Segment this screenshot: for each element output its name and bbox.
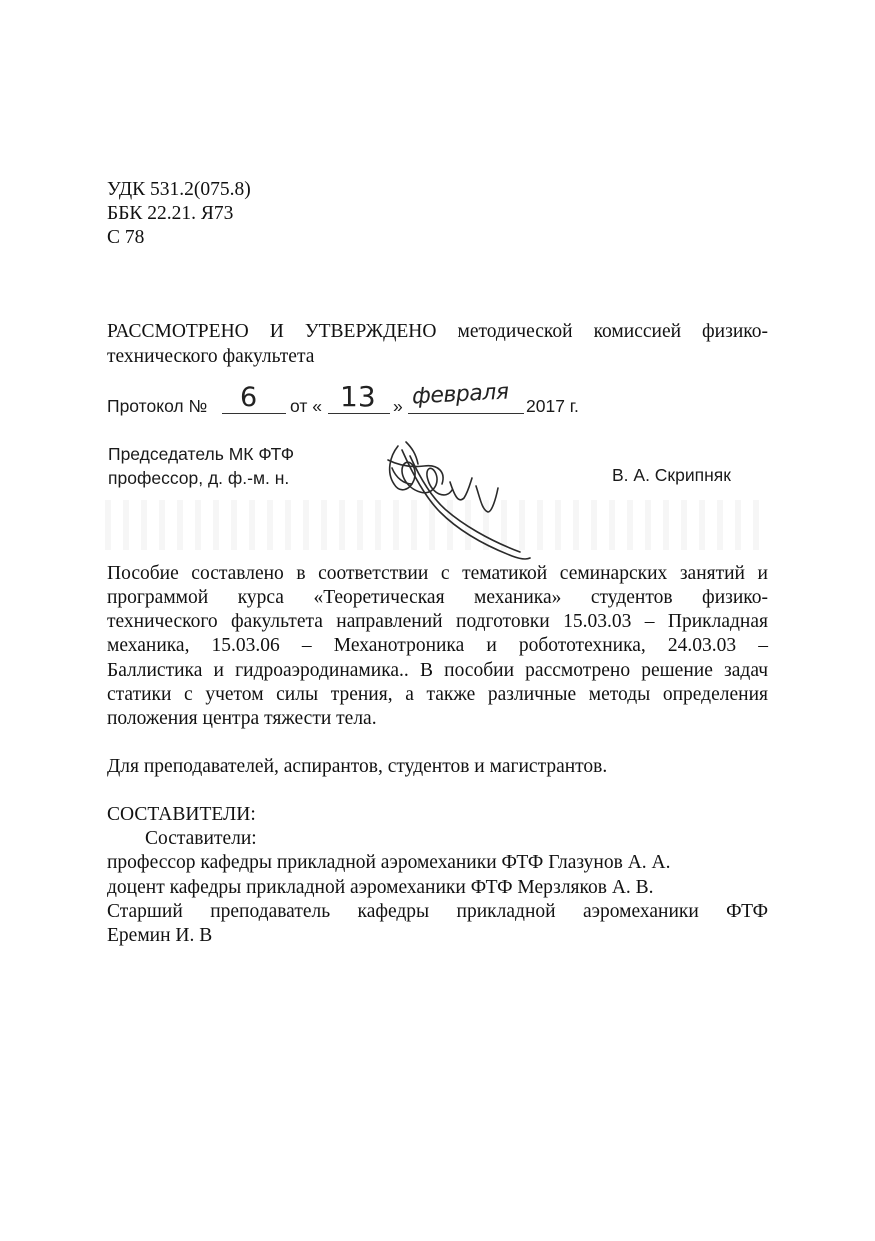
protocol-number: 6	[240, 382, 258, 413]
description-line-6: статики с учетом силы трения, а также различные методы определения	[107, 684, 768, 705]
author-line-2: доцент кафедры прикладной аэромеханики ФТФ Мерзляков А. В.	[107, 877, 654, 898]
signature-image	[380, 438, 540, 563]
chair-title: Председатель МК ФТФ	[108, 444, 295, 464]
description-line-3: технического факультета направлений подготовки 15.03.03 – Прикладная	[107, 611, 768, 632]
chair-degree: профессор, д. ф.-м. н.	[108, 468, 290, 488]
description-line-2: программой курса «Теоретическая механика» студентов физико-	[107, 587, 768, 608]
description-line-5: Баллистика и гидроаэродинамика.. В пособии рассмотрено решение задач	[107, 660, 768, 681]
protocol-day: 13	[340, 380, 376, 413]
authors-heading: СОСТАВИТЕЛИ:	[107, 804, 256, 825]
protocol-close-quote: »	[393, 396, 403, 416]
protocol-number-underline	[222, 413, 286, 414]
protocol-month: февраля	[411, 379, 510, 410]
protocol-label: Протокол №	[107, 396, 208, 416]
author-mark-code: С 78	[107, 227, 145, 248]
description-line-1: Пособие составлено в соответствии с тематикой семинарских занятий и	[107, 563, 768, 584]
author-line-4: Еремин И. В	[107, 925, 213, 946]
description-line-4: механика, 15.03.06 – Механотроника и робототехника, 24.03.03 –	[107, 635, 768, 656]
approval-line-1: РАССМОТРЕНО И УТВЕРЖДЕНО методической комиссией физико-	[107, 321, 768, 342]
approval-line-2: технического факультета	[107, 346, 315, 367]
chair-name: В. А. Скрипняк	[612, 465, 731, 485]
author-line-3: Старший преподаватель кафедры прикладной аэромеханики ФТФ	[107, 901, 768, 922]
protocol-year: 2017 г.	[526, 396, 579, 416]
description-line-7: положения центра тяжести тела.	[107, 708, 377, 729]
bbk-code: ББК 22.21. Я73	[107, 203, 234, 224]
udk-code: УДК 531.2(075.8)	[107, 179, 251, 200]
protocol-day-underline	[328, 413, 390, 414]
protocol-from-label: от «	[290, 396, 322, 416]
protocol-month-underline	[408, 413, 524, 414]
audience-statement: Для преподавателей, аспирантов, студентов и магистрантов.	[107, 756, 608, 777]
authors-subheading: Составители:	[145, 828, 257, 849]
author-line-1: профессор кафедры прикладной аэромеханики ФТФ Глазунов А. А.	[107, 852, 671, 873]
